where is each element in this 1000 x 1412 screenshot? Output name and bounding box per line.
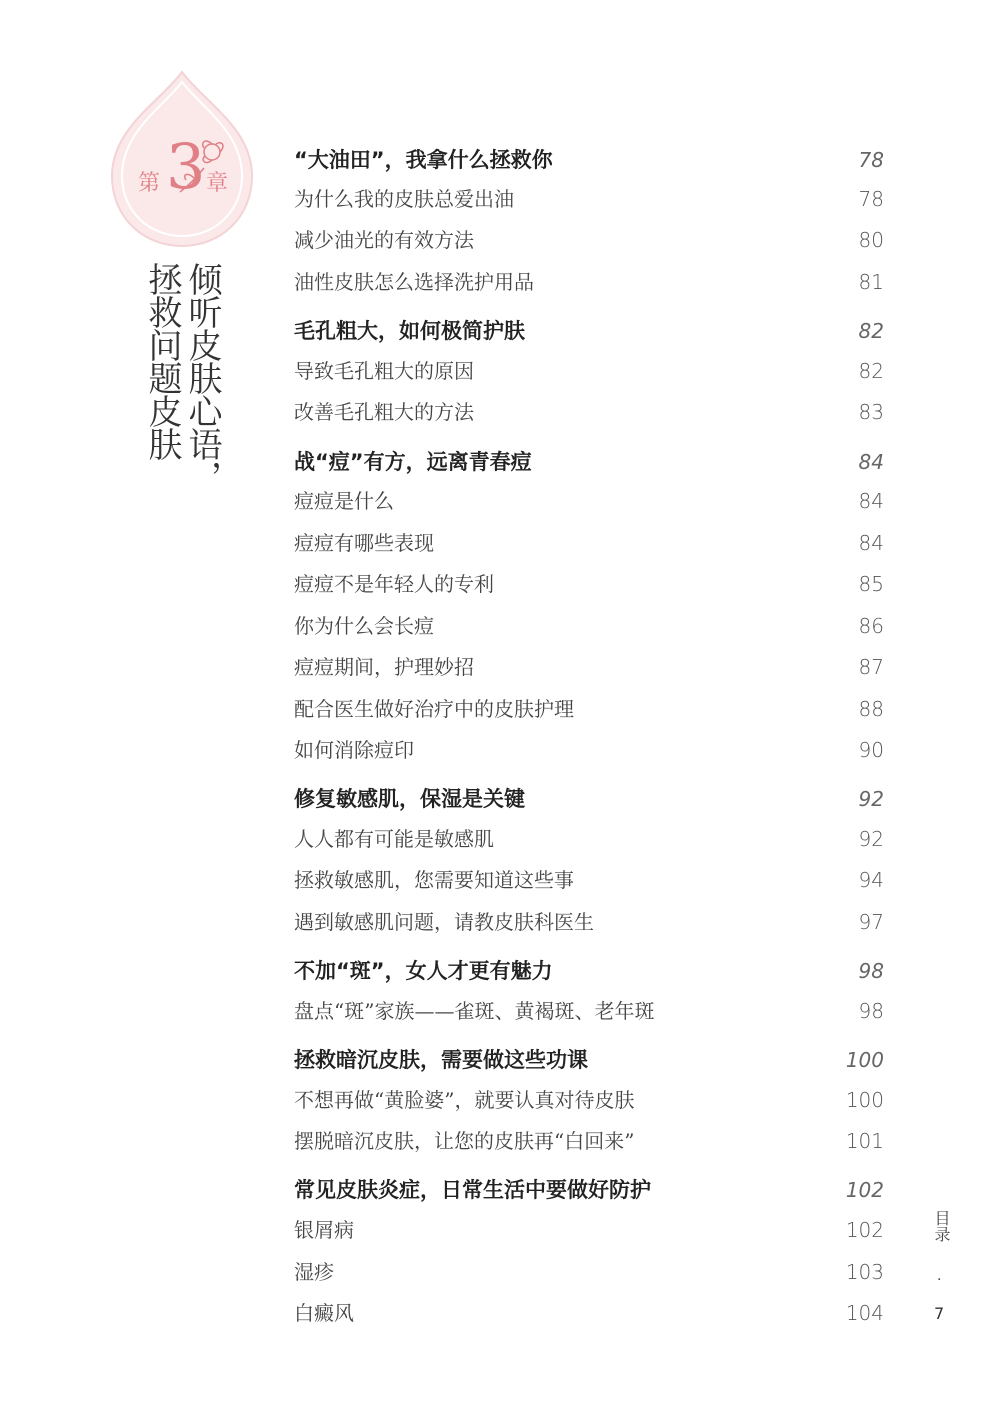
toc-entry[interactable]: [294, 863, 884, 897]
chapter-badge: [108, 68, 256, 250]
entry-page: 88: [858, 697, 884, 721]
entry-page: 86: [858, 614, 884, 638]
toc-entry[interactable]: [294, 567, 884, 601]
entry-title: “大油田”，我拿什么拯救你: [294, 148, 553, 172]
entry-title: 痘痘期间，护理妙招: [294, 655, 474, 679]
toc-entry[interactable]: [294, 1083, 884, 1117]
entry-page: 81: [858, 270, 884, 294]
entry-page: 84: [858, 489, 884, 513]
entry-title: 油性皮肤怎么选择洗护用品: [294, 270, 534, 294]
entry-page: 101: [845, 1129, 884, 1153]
entry-title: 人人都有可能是敏感肌: [294, 827, 494, 851]
entry-page: 85: [858, 572, 884, 596]
entry-page: 102: [845, 1218, 884, 1242]
toc-entry[interactable]: [294, 526, 884, 560]
toc-entry[interactable]: [294, 1296, 884, 1330]
entry-title: 减少油光的有效方法: [294, 228, 474, 252]
entry-page: 104: [845, 1301, 884, 1325]
entry-page: 87: [858, 655, 884, 679]
entry-page: 98: [858, 959, 884, 983]
chapter-title-line-1: 倾听皮肤心语，: [182, 262, 222, 493]
entry-title: 不想再做“黄脸婆”，就要认真对待皮肤: [294, 1088, 635, 1112]
entry-title: 不加“斑”，女人才更有魅力: [294, 959, 553, 983]
entry-title: 战“痘”有方，远离青春痘: [294, 450, 532, 474]
entry-page: 102: [845, 1178, 884, 1202]
entry-title: 毛孔粗大，如何极简护肤: [294, 319, 525, 343]
toc-section-entry[interactable]: [294, 954, 884, 988]
entry-title: 白癜风: [294, 1301, 354, 1325]
toc-entry[interactable]: [294, 354, 884, 388]
entry-title: 改善毛孔粗大的方法: [294, 400, 474, 424]
toc-entry[interactable]: [294, 1255, 884, 1289]
entry-title: 银屑病: [294, 1218, 354, 1242]
entry-title: 痘痘是什么: [294, 489, 394, 513]
entry-page: 98: [858, 999, 884, 1023]
toc-section-entry[interactable]: [294, 445, 884, 479]
entry-title: 遇到敏感肌问题，请教皮肤科医生: [294, 910, 594, 934]
entry-page: 97: [858, 910, 884, 934]
toc-entry[interactable]: [294, 223, 884, 257]
entry-title: 你为什么会长痘: [294, 614, 434, 638]
entry-page: 82: [858, 319, 884, 343]
entry-title: 摆脱暗沉皮肤，让您的皮肤再“白回来”: [294, 1129, 635, 1153]
entry-page: 94: [858, 868, 884, 892]
entry-title: 盘点“斑”家族——雀斑、黄褐斑、老年斑: [294, 999, 655, 1023]
page-number: 7: [934, 1304, 945, 1323]
toc-entry[interactable]: [294, 265, 884, 299]
toc-section-entry[interactable]: [294, 782, 884, 816]
entry-page: 92: [858, 787, 884, 811]
entry-title: 为什么我的皮肤总爱出油: [294, 187, 514, 211]
entry-page: 78: [858, 148, 884, 172]
chapter-number: 3: [166, 130, 206, 203]
chapter-label-pre: 第: [138, 171, 161, 196]
contents-side-label: 目录: [932, 1210, 951, 1242]
entry-page: 90: [858, 738, 884, 762]
entry-page: 78: [858, 187, 884, 211]
toc-entry[interactable]: [294, 395, 884, 429]
entry-page: 103: [845, 1260, 884, 1284]
toc-entry[interactable]: [294, 905, 884, 939]
entry-title: 常见皮肤炎症，日常生活中要做好防护: [294, 1178, 651, 1202]
chapter-label-post: 章: [206, 171, 229, 196]
toc-section-entry[interactable]: [294, 143, 884, 177]
side-dot: ·: [937, 1272, 942, 1288]
entry-page: 84: [858, 531, 884, 555]
entry-title: 修复敏感肌，保湿是关键: [294, 787, 525, 811]
entry-title: 配合医生做好治疗中的皮肤护理: [294, 697, 574, 721]
toc-section-entry[interactable]: [294, 314, 884, 348]
entry-title: 拯救暗沉皮肤，需要做这些功课: [294, 1048, 588, 1072]
entry-page: 100: [845, 1048, 884, 1072]
entry-page: 82: [858, 359, 884, 383]
entry-title: 如何消除痘印: [294, 738, 414, 762]
toc-entry[interactable]: [294, 650, 884, 684]
toc-entry[interactable]: [294, 692, 884, 726]
toc-section-entry[interactable]: [294, 1173, 884, 1207]
toc-entry[interactable]: [294, 1124, 884, 1158]
toc-entry[interactable]: [294, 1213, 884, 1247]
entry-page: 83: [858, 400, 884, 424]
entry-page: 92: [858, 827, 884, 851]
toc-entry[interactable]: [294, 733, 884, 767]
toc-entry[interactable]: [294, 994, 884, 1028]
entry-title: 导致毛孔粗大的原因: [294, 359, 474, 383]
toc-entry[interactable]: [294, 484, 884, 518]
toc-entry[interactable]: [294, 182, 884, 216]
entry-page: 80: [858, 228, 884, 252]
entry-page: 84: [858, 450, 884, 474]
entry-title: 痘痘有哪些表现: [294, 531, 434, 555]
toc-entry[interactable]: [294, 822, 884, 856]
chapter-title-line-2: 拯救问题皮肤: [142, 262, 182, 460]
entry-title: 痘痘不是年轻人的专利: [294, 572, 494, 596]
entry-title: 湿疹: [294, 1260, 334, 1284]
entry-page: 100: [845, 1088, 884, 1112]
toc-section-entry[interactable]: [294, 1043, 884, 1077]
entry-title: 拯救敏感肌，您需要知道这些事: [294, 868, 574, 892]
toc-entry[interactable]: [294, 609, 884, 643]
